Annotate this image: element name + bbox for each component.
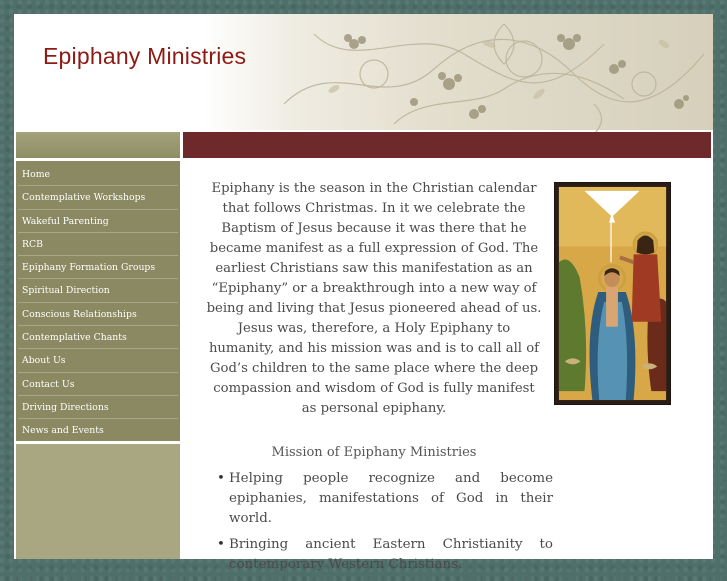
sidebar-top-bar <box>16 132 180 158</box>
header-banner <box>14 14 713 130</box>
sidebar-item-contemplative-chants[interactable]: Contemplative Chants <box>18 326 178 349</box>
site-title[interactable]: Epiphany Ministries <box>43 43 247 69</box>
baptism-icon-image <box>554 182 671 405</box>
page <box>14 14 713 572</box>
intro-paragraph: Epiphany is the season in the Christian calendar that follows Christmas. In it we celebrate the Baptism of Jesus because it was there that he became manifest as a full expression of God. The earliest Christians saw this manifestation as an “Epiphany” or a breakthrough into a new way of being and living that Jesus pioneered ahead of us. Jesus was, therefore, a Holy Epiphany to humanity, and his mission was and is to call all of God’s children to the same place where the deep compassion and wisdom of God is fully manifest as personal epiphany. <box>206 181 542 416</box>
sidebar-item-spiritual-direction[interactable]: Spiritual Direction <box>18 279 178 302</box>
sidebar-item-home[interactable]: Home <box>18 163 178 186</box>
main-content <box>204 179 544 419</box>
sidebar-item-driving-directions[interactable]: Driving Directions <box>18 396 178 419</box>
sidebar-item-news-and-events[interactable]: News and Events <box>22 425 104 437</box>
sidebar-item-contact-us[interactable]: Contact Us <box>18 373 178 396</box>
sidebar-item-wakeful-parenting[interactable]: Wakeful Parenting <box>18 210 178 233</box>
sidebar-item-about-us[interactable]: About Us <box>18 349 178 372</box>
sidebar-nav <box>16 161 180 441</box>
sidebar-item-rcb[interactable]: RCB <box>18 233 178 256</box>
sidebar-item-conscious-relationships[interactable]: Conscious Relationships <box>18 303 178 326</box>
list-item: • Helping people recognize and become epiphanies, manifestations of God in their world. <box>217 469 553 529</box>
mission-title: Mission of Epiphany Ministries <box>271 445 477 460</box>
sidebar-lower-panel <box>16 444 180 559</box>
list-item: • Bringing ancient Eastern Christianity to contemporary Western Christians. <box>217 535 553 575</box>
floral-ornament-icon <box>274 14 713 130</box>
baptism-icon <box>555 183 670 404</box>
mission-list <box>217 469 553 581</box>
content-top-bar <box>183 132 711 158</box>
sidebar-item-epiphany-formation-groups[interactable]: Epiphany Formation Groups <box>18 256 178 279</box>
sidebar-item-contemplative-workshops[interactable]: Contemplative Workshops <box>18 186 178 209</box>
